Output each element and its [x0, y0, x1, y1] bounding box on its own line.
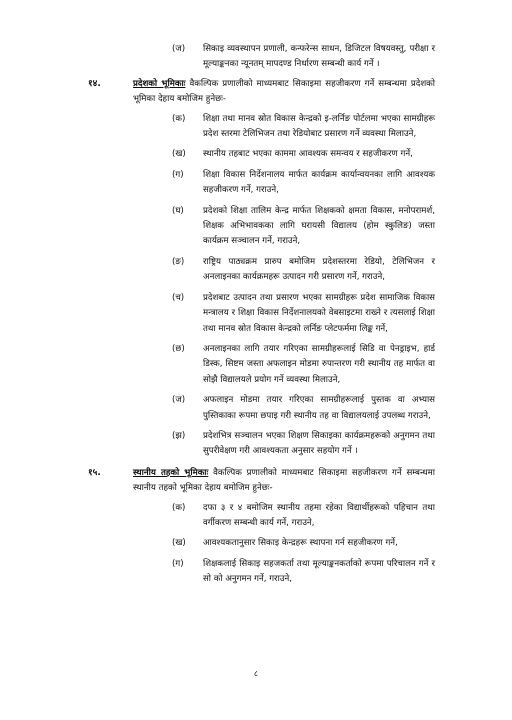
- item-text: दफा ३ र ४ बमोजिम स्थानीय तहमा रहेका विद्यार्थीहरूको पहिचान तथा वर्गीकरण सम्बन्धी कार्य गर्ने, गराउने,: [203, 502, 435, 528]
- list-item: [0, 536, 512, 551]
- item-label: (क): [172, 502, 186, 513]
- item-label: (छ): [172, 343, 185, 354]
- item-text: शिक्षा विकास निर्देशनालय मार्फत कार्यक्रम कार्यान्वयनका लागि आवश्यक सहजीकरण गर्ने, गराउने,: [203, 169, 435, 196]
- section-14-heading: [88, 77, 435, 108]
- item-label: (ख): [172, 538, 186, 549]
- item-text: राष्ट्रिय पाठ्यक्रम प्रारुप बमोजिम प्रदेशस्तरमा रेडियो, टेलिभिजन र अनलाइनका कार्यक्रमहरू उत्पादन गरी प्रसारण गर्ने, गराउने,: [203, 256, 435, 283]
- list-item: [0, 168, 512, 199]
- item-label: (ग): [172, 558, 184, 569]
- item-label: (ज): [172, 44, 186, 54]
- item-label: (झ): [172, 430, 186, 441]
- item-text: प्रदेशको शिक्षा तालिम केन्द्र मार्फत शिक्षकको क्षमता विकास, मनोपरामर्श, शिक्षक अभिभावकका लागि घरायसी विद्यालय (होम स्कुलिङ) जस्ता कार्यक्रम सञ्चालन गर्ने, गराउने,: [203, 205, 435, 247]
- section-intro: वैकल्पिक प्रणालीको माध्यमबाट सिकाइमा सहजीकरण गर्ने सम्बन्धमा प्रदेशको भूमिका देहाय बमोजिम हुनेछः-: [133, 78, 435, 105]
- item-text: शिक्षकलाई सिकाइ सहजकर्ता तथा मूल्याङ्कनकर्ताको रूपमा परिचालन गर्ने र सो को अनुगमन गर्ने, गराउने,: [203, 558, 435, 585]
- item-label: (ख): [172, 149, 186, 160]
- item-label: (घ): [172, 205, 184, 216]
- section-title: स्थानीय तहको भूमिकाः: [133, 467, 209, 478]
- section-title: प्रदेशको भूमिकाः: [133, 78, 186, 89]
- list-item: [0, 342, 512, 388]
- list-item: [0, 255, 512, 286]
- item-label: (ग): [172, 169, 184, 180]
- item-label: (ङ): [172, 256, 185, 267]
- item-label: (ज): [172, 395, 186, 406]
- list-item: [0, 557, 512, 588]
- item-label: (क): [172, 113, 186, 124]
- list-item: [0, 42, 512, 73]
- item-text: स्थानीय तहबाट भएका काममा आवश्यक समन्वय र सहजीकरण गर्ने,: [203, 149, 413, 160]
- list-item: [0, 291, 512, 337]
- list-item: [0, 147, 512, 162]
- item-text: अनलाइनका लागि तयार गरिएका सामग्रीहरूलाई सिडि वा पेनड्राइभ, हार्ड डिस्क, सिष्टम जस्ता अफलाइन मोडमा रुपान्तरण गरी स्थानीय तह मार्फत वा सोझै विद्यालयले प्रयोग गर्ने व्यवस्था मिलाउने,: [203, 343, 435, 385]
- item-text: सिकाइ व्यवस्थापन प्रणाली, कन्फरेन्स साधन, डिजिटल विषयवस्तु, परीक्षा र मूल्याङ्कनका न्यूनतम् मापदण्ड निर्धारण सम्बन्धी कार्य गर्ने ।: [203, 44, 435, 70]
- section-number: १४.: [88, 78, 101, 89]
- list-item: [0, 112, 512, 143]
- list-item: [0, 429, 512, 460]
- list-item: [0, 501, 512, 532]
- item-text: आवश्यकतानुसार सिकाइ केन्द्रहरू स्थापना गर्न सहजीकरण गर्ने,: [203, 538, 398, 549]
- section-intro: वैकल्पिक प्रणालीको माध्यमबाट सिकाइमा सहजीकरण गर्ने सम्बन्धमा स्थानीय तहको भूमिका देहाय बमोजिम हुनेछः-: [133, 467, 435, 494]
- item-text: शिक्षा तथा मानव स्रोत विकास केन्द्रको इ-लर्निङ पोर्टलमा भएका सामग्रीहरू प्रदेश स्तरमा टेलिभिजन तथा रेडियोबाट प्रसारण गर्ने व्यवस्था मिलाउने,: [203, 113, 435, 140]
- section-number: १५.: [88, 467, 101, 478]
- list-item: [0, 204, 512, 250]
- page-number: ८: [253, 669, 259, 678]
- item-text: प्रदेशभित्र सञ्चालन भएका शिक्षण सिकाइका कार्यक्रमहरूको अनुगमन तथा सुपरीवेक्षण गरी आवश्यकता अनुसार सहयोग गर्ने ।: [203, 430, 435, 457]
- item-text: प्रदेशबाट उत्पादन तथा प्रसारण भएका सामग्रीहरू प्रदेश सामाजिक विकास मन्त्रालय र शिक्षा विकास निर्देशनालयको वेबसाइटमा राख्ने र त्यसलाई शिक्षा तथा मानव स्रोत विकास केन्द्रको लर्निङ प्लेटफर्ममा लिङ्क गर्ने,: [203, 292, 435, 334]
- list-item: [0, 393, 512, 424]
- item-text: अफलाइन मोडमा तयार गरिएका सामग्रीहरूलाई पुस्तक वा अभ्यास पुस्तिकाका रूपमा छपाइ गरी स्थानीय तह वा विद्यालयलाई उपलब्ध गराउने,: [203, 395, 435, 421]
- item-label: (च): [172, 292, 185, 303]
- section-15-heading: [88, 466, 435, 497]
